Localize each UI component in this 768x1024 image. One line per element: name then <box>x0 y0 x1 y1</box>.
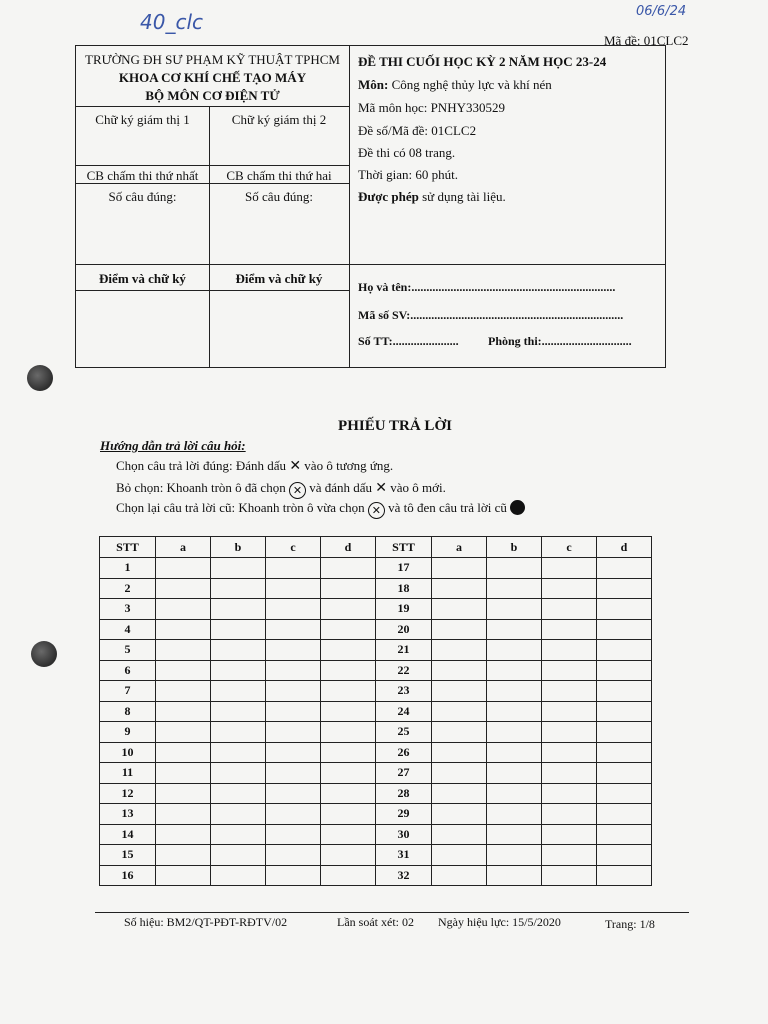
question-number: 30 <box>376 824 432 845</box>
answer-cell-c[interactable] <box>542 558 597 579</box>
answer-cell-c[interactable] <box>266 804 321 825</box>
proctor-2-signature-label: Chữ ký giám thị 2 <box>231 112 327 127</box>
instruction-line-select <box>116 458 393 474</box>
answer-cell-b[interactable] <box>487 640 542 661</box>
footer-page-number: Trang: 1/8 <box>605 917 655 931</box>
answer-cell-d[interactable] <box>597 845 652 866</box>
answer-cell-b[interactable] <box>211 824 266 845</box>
answer-cell-b[interactable] <box>487 681 542 702</box>
instruction-reselect-text: Chọn lại câu trả lời cũ: Khoanh tròn ô vừa chọn <box>116 500 365 515</box>
answer-cell-a[interactable] <box>156 742 211 763</box>
footer-effective-date: Ngày hiệu lực: 15/5/2020 <box>438 915 561 929</box>
punch-hole-top <box>27 365 53 391</box>
answer-cell-a[interactable] <box>432 558 487 579</box>
instruction-deselect-tail: vào ô mới. <box>390 480 446 495</box>
answer-row <box>100 619 652 640</box>
question-number: 19 <box>376 599 432 620</box>
question-number: 7 <box>100 681 156 702</box>
answer-cell-a[interactable] <box>156 640 211 661</box>
handwritten-class-note: 40_clc <box>140 10 203 34</box>
answer-cell-c[interactable] <box>266 845 321 866</box>
answer-cell-d[interactable] <box>597 783 652 804</box>
answer-cell-d[interactable] <box>597 640 652 661</box>
answer-cell-d[interactable] <box>321 865 376 886</box>
answer-row <box>100 742 652 763</box>
question-number: 16 <box>100 865 156 886</box>
answer-row <box>100 824 652 845</box>
course-code: Mã môn học: PNHY330529 <box>358 100 505 115</box>
answer-cell-d[interactable] <box>597 865 652 886</box>
question-number: 22 <box>376 660 432 681</box>
answer-sheet-title: PHIẾU TRẢ LỜI <box>338 418 452 434</box>
answer-cell-b[interactable] <box>211 845 266 866</box>
question-number: 8 <box>100 701 156 722</box>
question-number: 13 <box>100 804 156 825</box>
answer-cell-b[interactable] <box>487 722 542 743</box>
answer-cell-c[interactable] <box>266 558 321 579</box>
score-signature-1-label: Điểm và chữ ký <box>99 271 186 286</box>
question-number: 26 <box>376 742 432 763</box>
answer-cell-c[interactable] <box>542 845 597 866</box>
answer-cell-d[interactable] <box>321 763 376 784</box>
question-number: 1 <box>100 558 156 579</box>
question-number: 23 <box>376 681 432 702</box>
answer-cell-a[interactable] <box>432 865 487 886</box>
question-number: 28 <box>376 783 432 804</box>
punch-hole-bottom <box>31 641 57 667</box>
page-count: Đề thi có 08 trang. <box>358 145 456 160</box>
answer-cell-c[interactable] <box>542 681 597 702</box>
exam-duration: Thời gian: 60 phút. <box>358 167 459 182</box>
answer-cell-c[interactable] <box>266 701 321 722</box>
answer-cell-b[interactable] <box>487 578 542 599</box>
answer-cell-a[interactable] <box>432 681 487 702</box>
answer-cell-d[interactable] <box>597 742 652 763</box>
footer-divider <box>95 912 689 913</box>
question-number: 10 <box>100 742 156 763</box>
exam-code-label: Mã đề: 01CLC2 <box>604 33 689 48</box>
answer-cell-b[interactable] <box>211 701 266 722</box>
allowed-value: sử dụng tài liệu. <box>422 189 506 204</box>
grader-1-label: CB chấm thi thứ nhất <box>86 168 199 183</box>
answer-cell-c[interactable] <box>542 763 597 784</box>
answer-cell-a[interactable] <box>156 701 211 722</box>
school-name: TRƯỜNG ĐH SƯ PHẠM KỸ THUẬT TPHCM <box>85 52 340 67</box>
answer-cell-d[interactable] <box>597 599 652 620</box>
answer-cell-c[interactable] <box>542 722 597 743</box>
answer-cell-a[interactable] <box>156 599 211 620</box>
answer-cell-d[interactable] <box>597 558 652 579</box>
answer-cell-d[interactable] <box>321 742 376 763</box>
answer-cell-c[interactable] <box>542 640 597 661</box>
answer-cell-a[interactable] <box>432 804 487 825</box>
question-number: 9 <box>100 722 156 743</box>
answer-cell-c[interactable] <box>266 742 321 763</box>
answer-cell-d[interactable] <box>597 619 652 640</box>
answer-cell-d[interactable] <box>321 722 376 743</box>
answer-cell-d[interactable] <box>597 701 652 722</box>
header-c-left: c <box>266 537 321 558</box>
answer-cell-c[interactable] <box>266 824 321 845</box>
filled-circle-icon <box>510 500 525 515</box>
answer-cell-a[interactable] <box>432 763 487 784</box>
answer-cell-b[interactable] <box>211 783 266 804</box>
seat-number-field[interactable]: Số TT:...................... <box>358 334 459 348</box>
answer-row <box>100 722 652 743</box>
question-number: 14 <box>100 824 156 845</box>
answer-cell-a[interactable] <box>432 640 487 661</box>
answer-cell-b[interactable] <box>211 599 266 620</box>
answer-row <box>100 640 652 661</box>
instruction-deselect-text: Bỏ chọn: Khoanh tròn ô đã chọn <box>116 480 286 495</box>
answer-cell-d[interactable] <box>321 681 376 702</box>
answer-cell-b[interactable] <box>211 619 266 640</box>
answer-cell-a[interactable] <box>432 845 487 866</box>
question-number: 3 <box>100 599 156 620</box>
answer-cell-b[interactable] <box>211 578 266 599</box>
answer-cell-a[interactable] <box>432 660 487 681</box>
instruction-select-tail: vào ô tương ứng. <box>304 458 394 473</box>
answer-cell-c[interactable] <box>266 763 321 784</box>
answer-cell-d[interactable] <box>597 660 652 681</box>
answer-cell-b[interactable] <box>487 742 542 763</box>
answer-cell-a[interactable] <box>156 783 211 804</box>
instructions-title: Hướng dẫn trả lời câu hỏi: <box>100 438 246 453</box>
answer-cell-b[interactable] <box>487 599 542 620</box>
answer-cell-c[interactable] <box>542 619 597 640</box>
instruction-select-text: Chọn câu trả lời đúng: Đánh dấu <box>116 458 287 473</box>
answer-cell-a[interactable] <box>156 578 211 599</box>
instruction-deselect-mid: và đánh dấu <box>309 480 373 495</box>
question-number: 6 <box>100 660 156 681</box>
answer-cell-a[interactable] <box>156 558 211 579</box>
footer-doc-number: Số hiệu: BM2/QT-PĐT-RĐTV/02 <box>124 915 288 929</box>
header-d-left: d <box>321 537 376 558</box>
answer-cell-c[interactable] <box>542 865 597 886</box>
faculty-name: KHOA CƠ KHÍ CHẾ TẠO MÁY <box>118 70 307 85</box>
answer-cell-c[interactable] <box>542 660 597 681</box>
question-number: 4 <box>100 619 156 640</box>
student-id-field[interactable]: Mã số SV:....................................................................... <box>358 308 624 322</box>
question-number: 25 <box>376 722 432 743</box>
answer-cell-a[interactable] <box>432 619 487 640</box>
answer-cell-c[interactable] <box>266 599 321 620</box>
answer-cell-b[interactable] <box>211 722 266 743</box>
answer-cell-d[interactable] <box>321 578 376 599</box>
answer-cell-a[interactable] <box>432 783 487 804</box>
correct-count-1-label: Số câu đúng: <box>108 189 177 204</box>
footer-revision: Lần soát xét: 02 <box>337 915 414 929</box>
score-signature-2-label: Điểm và chữ ký <box>235 271 323 286</box>
header-a-right: a <box>432 537 487 558</box>
answer-cell-b[interactable] <box>487 824 542 845</box>
subject-line <box>358 77 552 93</box>
allowed-materials <box>358 189 506 205</box>
correct-count-2-label: Số câu đúng: <box>245 189 313 204</box>
proctor-1-signature-label: Chữ ký giám thị 1 <box>95 112 190 127</box>
instruction-line-deselect <box>116 480 446 499</box>
answer-cell-d[interactable] <box>321 640 376 661</box>
subject-value: Công nghệ thủy lực và khí nén <box>391 77 552 92</box>
grader-2-label: CB chấm thi thứ hai <box>226 168 332 183</box>
cross-mark-icon: ✕ <box>375 480 387 496</box>
answer-cell-b[interactable] <box>487 865 542 886</box>
question-number: 17 <box>376 558 432 579</box>
answer-cell-d[interactable] <box>321 558 376 579</box>
answer-cell-a[interactable] <box>432 722 487 743</box>
subject-label: Môn: <box>358 77 389 92</box>
department-name: BỘ MÔN CƠ ĐIỆN TỬ <box>145 88 280 103</box>
answer-cell-d[interactable] <box>321 619 376 640</box>
question-number: 31 <box>376 845 432 866</box>
answer-cell-c[interactable] <box>266 783 321 804</box>
answer-cell-a[interactable] <box>156 845 211 866</box>
exam-header-table <box>75 45 666 368</box>
question-number: 5 <box>100 640 156 661</box>
answer-cell-c[interactable] <box>266 619 321 640</box>
cross-mark-icon: ✕ <box>289 458 302 474</box>
circled-cross-icon: ✕ <box>368 502 385 519</box>
answer-cell-b[interactable] <box>211 804 266 825</box>
instruction-line-reselect <box>116 500 525 519</box>
answer-cell-c[interactable] <box>266 640 321 661</box>
answer-row <box>100 578 652 599</box>
answer-cell-d[interactable] <box>597 763 652 784</box>
header-d-right: d <box>597 537 652 558</box>
answer-grid <box>99 536 652 886</box>
header-b-left: b <box>211 537 266 558</box>
answer-cell-b[interactable] <box>211 660 266 681</box>
answer-cell-a[interactable] <box>156 660 211 681</box>
answer-cell-c[interactable] <box>542 701 597 722</box>
answer-cell-c[interactable] <box>266 660 321 681</box>
student-name-field[interactable]: Họ và tên:.................................................................... <box>358 280 616 294</box>
answer-cell-b[interactable] <box>487 701 542 722</box>
answer-cell-d[interactable] <box>321 845 376 866</box>
answer-cell-d[interactable] <box>597 804 652 825</box>
answer-row <box>100 783 652 804</box>
question-number: 20 <box>376 619 432 640</box>
answer-cell-d[interactable] <box>321 599 376 620</box>
answer-grid-header <box>100 537 652 558</box>
answer-cell-c[interactable] <box>266 865 321 886</box>
answer-cell-b[interactable] <box>487 558 542 579</box>
question-number: 32 <box>376 865 432 886</box>
answer-cell-a[interactable] <box>156 804 211 825</box>
answer-cell-a[interactable] <box>156 865 211 886</box>
answer-row <box>100 599 652 620</box>
answer-cell-a[interactable] <box>432 824 487 845</box>
answer-cell-b[interactable] <box>487 845 542 866</box>
answer-cell-b[interactable] <box>211 681 266 702</box>
exam-room-field[interactable]: Phòng thi:.............................. <box>488 334 632 348</box>
answer-cell-d[interactable] <box>321 783 376 804</box>
answer-cell-c[interactable] <box>542 804 597 825</box>
answer-row <box>100 660 652 681</box>
answer-cell-a[interactable] <box>432 599 487 620</box>
handwritten-date-note: 06/6/24 <box>636 4 687 19</box>
answer-cell-b[interactable] <box>211 763 266 784</box>
header-a-left: a <box>156 537 211 558</box>
instruction-reselect-tail: và tô đen câu trả lời cũ <box>388 500 507 515</box>
answer-cell-a[interactable] <box>432 701 487 722</box>
answer-cell-d[interactable] <box>321 804 376 825</box>
answer-row <box>100 701 652 722</box>
answer-cell-c[interactable] <box>266 722 321 743</box>
answer-cell-a[interactable] <box>156 681 211 702</box>
answer-cell-d[interactable] <box>321 824 376 845</box>
answer-row <box>100 681 652 702</box>
answer-cell-b[interactable] <box>487 619 542 640</box>
answer-cell-d[interactable] <box>597 578 652 599</box>
answer-cell-a[interactable] <box>432 578 487 599</box>
answer-cell-c[interactable] <box>542 824 597 845</box>
answer-row <box>100 865 652 886</box>
answer-cell-d[interactable] <box>597 824 652 845</box>
answer-row <box>100 804 652 825</box>
circled-cross-icon: ✕ <box>289 482 306 499</box>
answer-cell-c[interactable] <box>542 742 597 763</box>
answer-cell-c[interactable] <box>542 599 597 620</box>
header-stt-right: STT <box>376 537 432 558</box>
exam-title: ĐỀ THI CUỐI HỌC KỲ 2 NĂM HỌC 23-24 <box>358 54 607 69</box>
answer-row <box>100 763 652 784</box>
question-number: 27 <box>376 763 432 784</box>
answer-cell-b[interactable] <box>211 640 266 661</box>
question-number: 12 <box>100 783 156 804</box>
answer-cell-a[interactable] <box>156 824 211 845</box>
question-number: 21 <box>376 640 432 661</box>
answer-cell-d[interactable] <box>321 660 376 681</box>
question-number: 11 <box>100 763 156 784</box>
answer-cell-c[interactable] <box>542 578 597 599</box>
answer-cell-a[interactable] <box>156 763 211 784</box>
answer-cell-b[interactable] <box>211 865 266 886</box>
question-number: 18 <box>376 578 432 599</box>
answer-row <box>100 558 652 579</box>
answer-row <box>100 845 652 866</box>
answer-cell-b[interactable] <box>487 660 542 681</box>
header-b-right: b <box>487 537 542 558</box>
answer-cell-b[interactable] <box>211 558 266 579</box>
question-number: 29 <box>376 804 432 825</box>
allowed-label: Được phép <box>358 189 419 204</box>
answer-cell-c[interactable] <box>266 681 321 702</box>
answer-cell-a[interactable] <box>432 742 487 763</box>
answer-cell-d[interactable] <box>321 701 376 722</box>
question-number: 15 <box>100 845 156 866</box>
answer-cell-c[interactable] <box>542 783 597 804</box>
answer-cell-b[interactable] <box>487 804 542 825</box>
question-number: 24 <box>376 701 432 722</box>
answer-cell-b[interactable] <box>211 742 266 763</box>
question-number: 2 <box>100 578 156 599</box>
header-c-right: c <box>542 537 597 558</box>
answer-cell-a[interactable] <box>156 722 211 743</box>
header-stt-left: STT <box>100 537 156 558</box>
exam-number: Đề số/Mã đề: 01CLC2 <box>358 123 477 138</box>
answer-cell-b[interactable] <box>487 783 542 804</box>
answer-cell-a[interactable] <box>156 619 211 640</box>
answer-cell-d[interactable] <box>597 722 652 743</box>
answer-cell-b[interactable] <box>487 763 542 784</box>
answer-cell-d[interactable] <box>597 681 652 702</box>
answer-cell-c[interactable] <box>266 578 321 599</box>
